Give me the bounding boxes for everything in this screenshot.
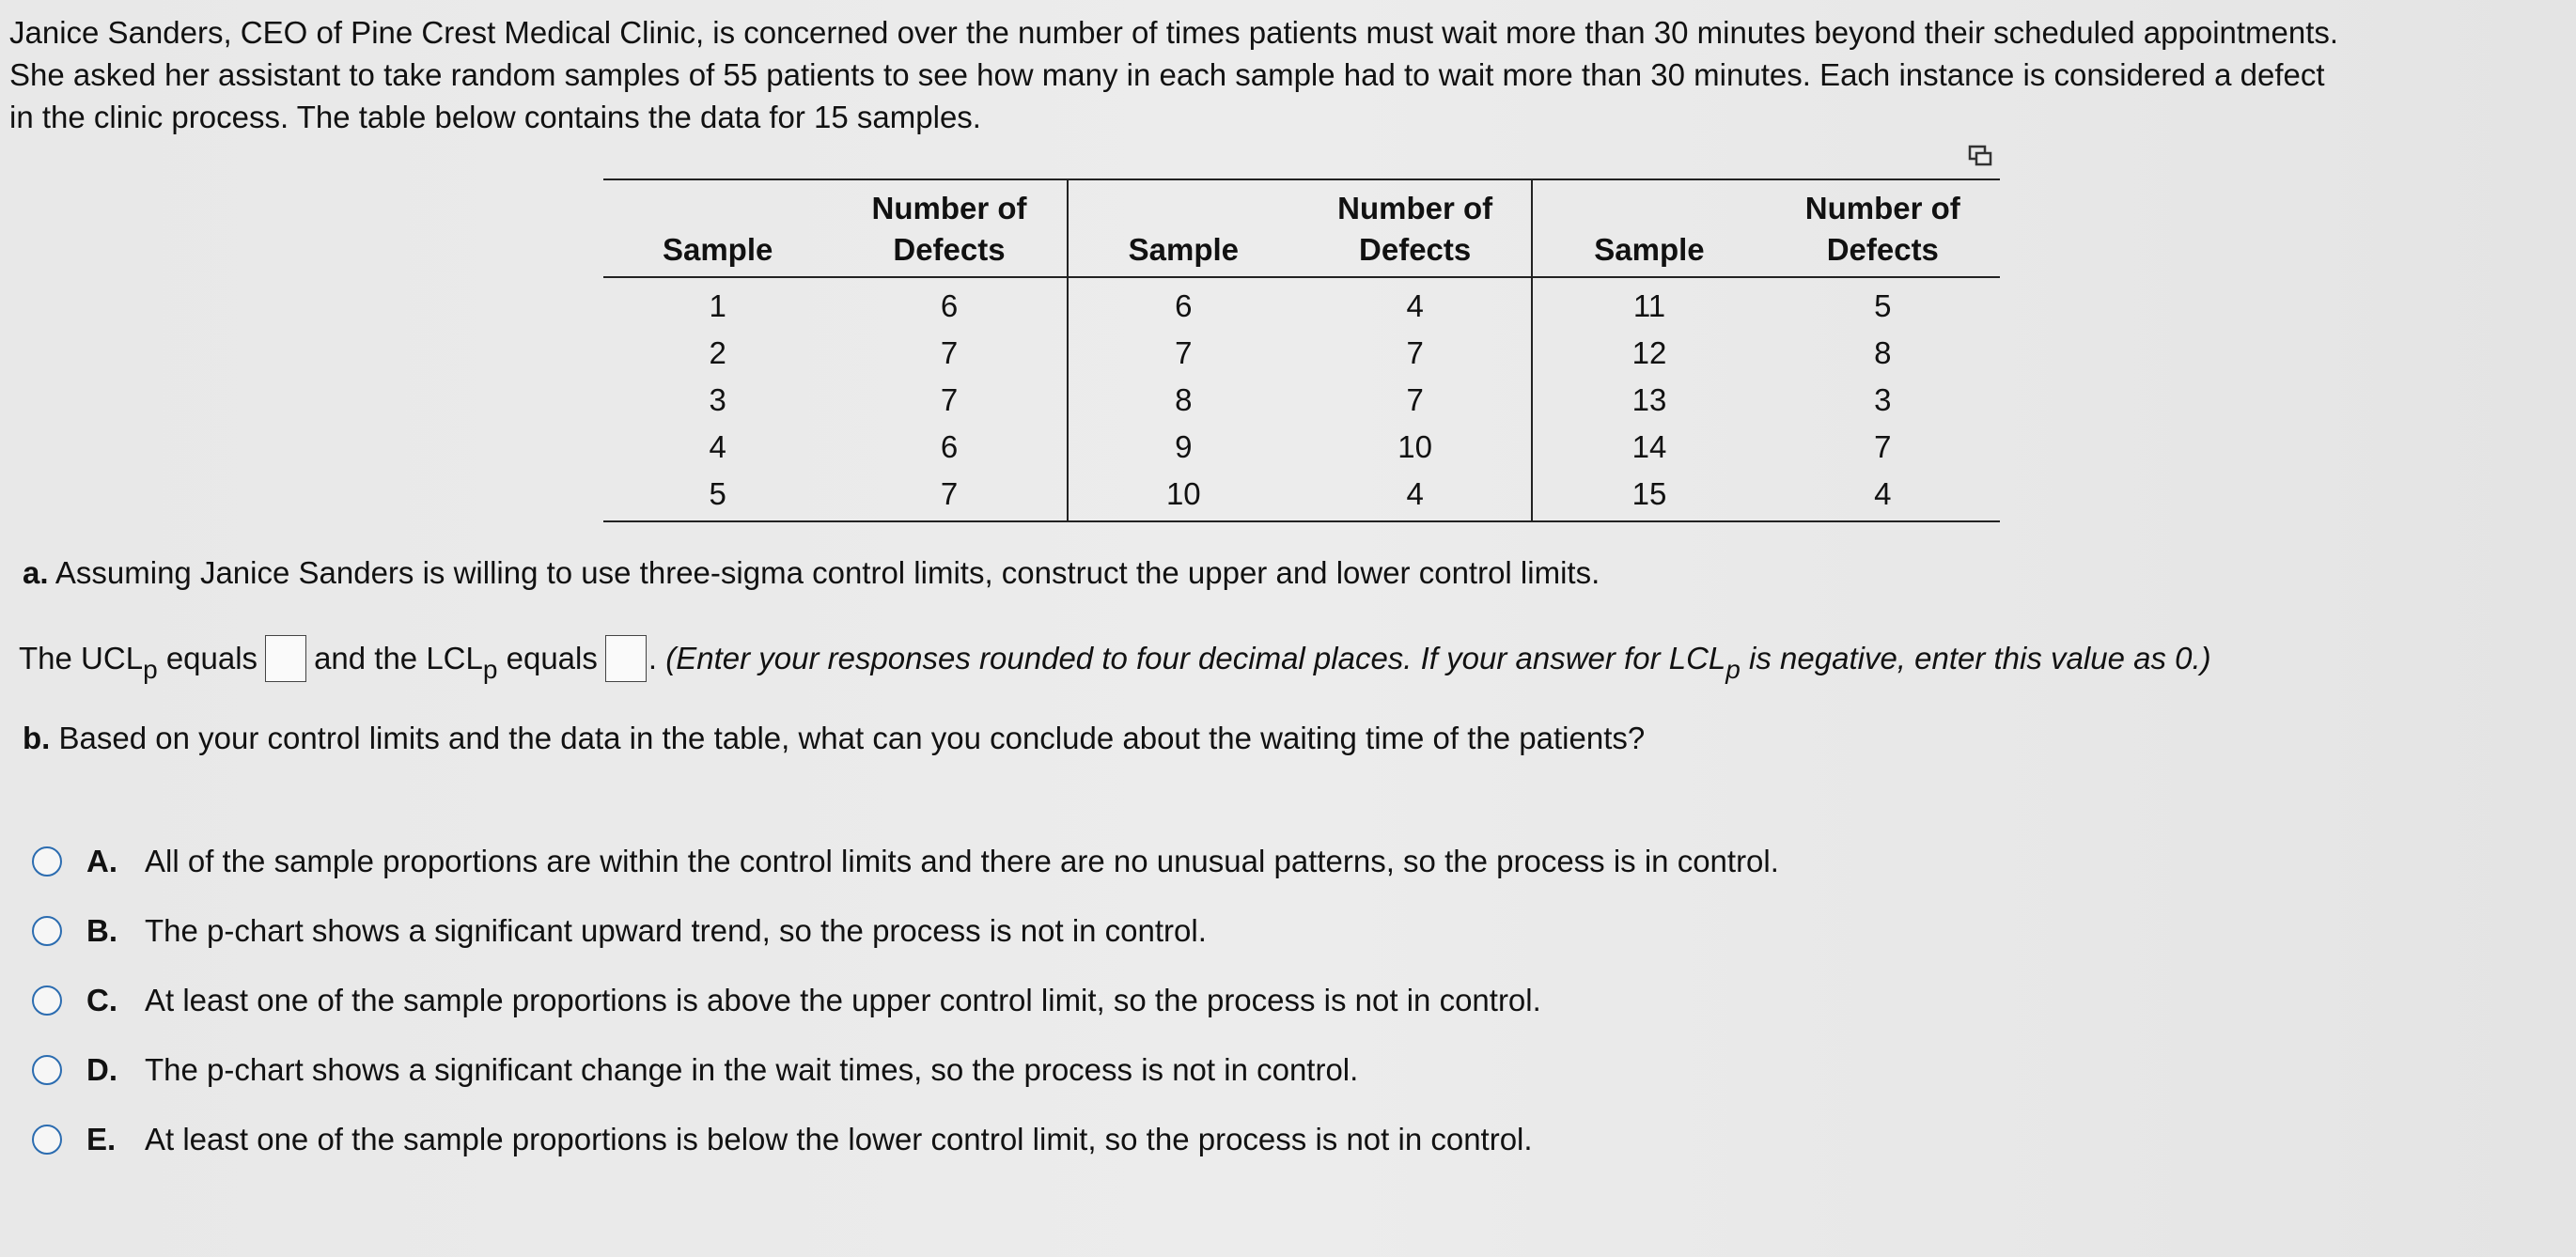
defects-cell: 7 <box>1874 429 1892 464</box>
option-letter: B. <box>86 913 117 948</box>
part-b-text: Based on your control limits and the data in the table, what can you conclude about the waiting time of the patients? <box>58 721 1646 755</box>
part-a-question <box>23 552 1600 594</box>
header-defects-2: Number of Defects <box>1299 179 1532 277</box>
table-header-row <box>603 179 2000 277</box>
intro-line-1: Janice Sanders, CEO of Pine Crest Medical Clinic, is concerned over the number of times patients must wait more than 30 minutes beyond their scheduled appointments. <box>9 15 2339 50</box>
defects-cell: 3 <box>1874 382 1892 417</box>
option-text: At least one of the sample proportions is below the lower control limit, so the process is not in control. <box>145 1122 1533 1156</box>
part-a-letter: a. <box>23 555 49 590</box>
sample-cell: 15 <box>1631 476 1667 511</box>
defects-cell: 6 <box>832 424 1067 471</box>
defects-table <box>603 178 2000 522</box>
answer-instruction: (Enter your responses rounded to four decimal places. If your answer for $LCL_p$ is negative, enter this value as 0.) <box>665 641 2211 684</box>
defects-cell: 4 <box>1874 476 1892 511</box>
table-row <box>603 424 2000 471</box>
lcl-label: and the $LCL_p$ <box>314 641 498 684</box>
defects-table-container <box>603 178 2000 522</box>
sample-cell: 6 <box>1175 288 1193 323</box>
part-b-letter: b. <box>23 721 51 755</box>
radio-circle-icon[interactable] <box>32 1055 62 1085</box>
table-row <box>603 330 2000 377</box>
radio-circle-icon[interactable] <box>32 1125 62 1155</box>
sample-cell: 14 <box>1631 429 1667 464</box>
sample-cell: 8 <box>1175 382 1193 417</box>
sample-cell: 1 <box>709 288 726 323</box>
part-b-question <box>23 718 1645 759</box>
option-letter: A. <box>86 844 117 878</box>
ucl-label: The $UCL_p$ <box>19 641 158 684</box>
sample-cell: 2 <box>709 335 726 370</box>
defects-cell: 5 <box>1874 288 1892 323</box>
header-sample-1: Sample <box>603 179 832 277</box>
defects-cell: 8 <box>1874 335 1892 370</box>
sample-cell: 10 <box>1165 476 1201 511</box>
sample-cell: 13 <box>1631 382 1667 417</box>
sample-cell: 12 <box>1631 335 1667 370</box>
defects-cell: 10 <box>1299 424 1532 471</box>
option-d[interactable] <box>32 1035 1779 1105</box>
sample-cell: 7 <box>1175 335 1193 370</box>
table-row <box>603 471 2000 521</box>
sample-cell: 11 <box>1632 288 1666 323</box>
answer-period: . <box>648 641 658 675</box>
defects-cell: 7 <box>1299 330 1532 377</box>
intro-line-2: She asked her assistant to take random samples of 55 patients to see how many in each sample had to wait more than 30 minutes. Each instance is considered a defect <box>9 57 2325 92</box>
table-row <box>603 377 2000 424</box>
ucl-answer-input[interactable] <box>265 635 306 682</box>
option-letter: E. <box>86 1122 117 1156</box>
defects-cell: 7 <box>832 330 1067 377</box>
control-limit-answer-line <box>19 635 2211 682</box>
option-text: All of the sample proportions are within the control limits and there are no unusual patterns, so the process is in control. <box>145 844 1779 878</box>
sample-cell: 9 <box>1175 429 1193 464</box>
sample-cell: 3 <box>709 382 726 417</box>
radio-circle-icon[interactable] <box>32 985 62 1016</box>
problem-intro <box>9 11 2566 138</box>
option-text: The p-chart shows a significant change in the wait times, so the process is not in control. <box>145 1052 1359 1087</box>
ucl-equals-text: equals <box>165 641 258 675</box>
copy-icon[interactable] <box>1968 145 1992 167</box>
radio-circle-icon[interactable] <box>32 846 62 877</box>
lcl-answer-input[interactable] <box>605 635 647 682</box>
part-a-text: Assuming Janice Sanders is willing to use three-sigma control limits, construct the upper and lower control limits. <box>55 555 1600 590</box>
option-b[interactable] <box>32 896 1779 966</box>
option-c[interactable] <box>32 966 1779 1035</box>
defects-cell: 7 <box>832 471 1067 521</box>
sample-cell: 4 <box>709 429 726 464</box>
defects-cell: 7 <box>1299 377 1532 424</box>
option-text: At least one of the sample proportions is above the upper control limit, so the process is not in control. <box>145 983 1541 1017</box>
header-defects-1: Number of Defects <box>832 179 1067 277</box>
answer-options <box>32 827 1779 1174</box>
header-sample-3: Sample <box>1532 179 1765 277</box>
header-sample-2: Sample <box>1068 179 1299 277</box>
radio-circle-icon[interactable] <box>32 916 62 946</box>
option-e[interactable] <box>32 1105 1779 1174</box>
option-a[interactable] <box>32 827 1779 896</box>
table-row <box>603 277 2000 330</box>
defects-cell: 4 <box>1299 471 1532 521</box>
option-text: The p-chart shows a significant upward trend, so the process is not in control. <box>145 913 1207 948</box>
lcl-equals-text: equals <box>506 641 598 675</box>
option-letter: C. <box>86 983 117 1017</box>
sample-cell: 5 <box>709 476 726 511</box>
intro-line-3: in the clinic process. The table below contains the data for 15 samples. <box>9 100 981 134</box>
defects-cell: 6 <box>832 277 1067 330</box>
header-defects-3: Number of Defects <box>1766 179 2000 277</box>
defects-cell: 4 <box>1299 277 1532 330</box>
defects-cell: 7 <box>832 377 1067 424</box>
option-letter: D. <box>86 1052 117 1087</box>
